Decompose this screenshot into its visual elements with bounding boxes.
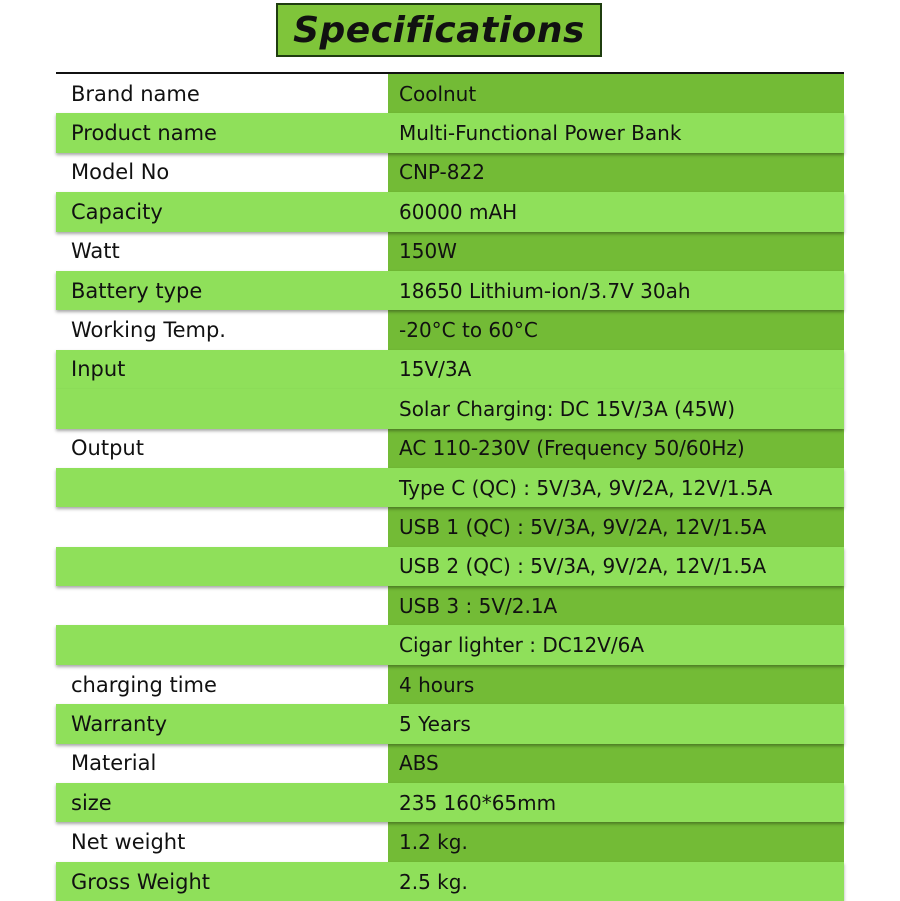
spec-label: Net weight xyxy=(56,822,388,861)
spec-row xyxy=(56,625,844,664)
spec-label: Working Temp. xyxy=(56,310,388,349)
spec-row xyxy=(56,547,844,586)
spec-label: charging time xyxy=(56,665,388,704)
spec-row xyxy=(56,468,844,507)
spec-label: Output xyxy=(56,429,388,468)
specifications-title-box xyxy=(276,3,602,57)
spec-label xyxy=(56,468,388,507)
spec-value: Type C (QC) : 5V/3A, 9V/2A, 12V/1.5A xyxy=(388,468,844,507)
spec-label: Model No xyxy=(56,153,388,192)
spec-label: Battery type xyxy=(56,271,388,310)
spec-label: Product name xyxy=(56,113,388,152)
spec-row xyxy=(56,586,844,625)
spec-value: -20°C to 60°C xyxy=(388,310,844,349)
spec-row xyxy=(56,429,844,468)
spec-row xyxy=(56,74,844,113)
spec-value: 2.5 kg. xyxy=(388,862,844,901)
page-title: Specifications xyxy=(293,9,585,51)
spec-value: 18650 Lithium-ion/3.7V 30ah xyxy=(388,271,844,310)
spec-label: Watt xyxy=(56,232,388,271)
spec-label: Input xyxy=(56,350,388,389)
spec-row xyxy=(56,704,844,743)
spec-value: USB 1 (QC) : 5V/3A, 9V/2A, 12V/1.5A xyxy=(388,507,844,546)
spec-value: CNP-822 xyxy=(388,153,844,192)
spec-label xyxy=(56,547,388,586)
spec-label: Gross Weight xyxy=(56,862,388,901)
specifications-table xyxy=(56,74,844,901)
spec-value: Coolnut xyxy=(388,74,844,113)
spec-label xyxy=(56,507,388,546)
spec-row xyxy=(56,232,844,271)
spec-label xyxy=(56,625,388,664)
spec-row xyxy=(56,153,844,192)
spec-row xyxy=(56,389,844,428)
spec-value: 150W xyxy=(388,232,844,271)
spec-value: USB 2 (QC) : 5V/3A, 9V/2A, 12V/1.5A xyxy=(388,547,844,586)
spec-label: Brand name xyxy=(56,74,388,113)
spec-label: Capacity xyxy=(56,192,388,231)
spec-value: 5 Years xyxy=(388,704,844,743)
spec-value: Multi-Functional Power Bank xyxy=(388,113,844,152)
spec-row xyxy=(56,507,844,546)
spec-value: 15V/3A xyxy=(388,350,844,389)
spec-row xyxy=(56,310,844,349)
spec-label: size xyxy=(56,783,388,822)
spec-label: Warranty xyxy=(56,704,388,743)
spec-value: USB 3 : 5V/2.1A xyxy=(388,586,844,625)
spec-row xyxy=(56,744,844,783)
spec-row xyxy=(56,192,844,231)
spec-row xyxy=(56,271,844,310)
spec-value: Cigar lighter : DC12V/6A xyxy=(388,625,844,664)
spec-value: Solar Charging: DC 15V/3A (45W) xyxy=(388,389,844,428)
spec-label xyxy=(56,586,388,625)
spec-row xyxy=(56,783,844,822)
spec-row xyxy=(56,665,844,704)
spec-value: 4 hours xyxy=(388,665,844,704)
spec-value: 235 160*65mm xyxy=(388,783,844,822)
spec-value: 1.2 kg. xyxy=(388,822,844,861)
spec-value: ABS xyxy=(388,744,844,783)
spec-label xyxy=(56,389,388,428)
spec-value: 60000 mAH xyxy=(388,192,844,231)
spec-row xyxy=(56,350,844,389)
spec-value: AC 110-230V (Frequency 50/60Hz) xyxy=(388,429,844,468)
spec-label: Material xyxy=(56,744,388,783)
spec-row xyxy=(56,862,844,901)
spec-row xyxy=(56,113,844,152)
spec-row xyxy=(56,822,844,861)
